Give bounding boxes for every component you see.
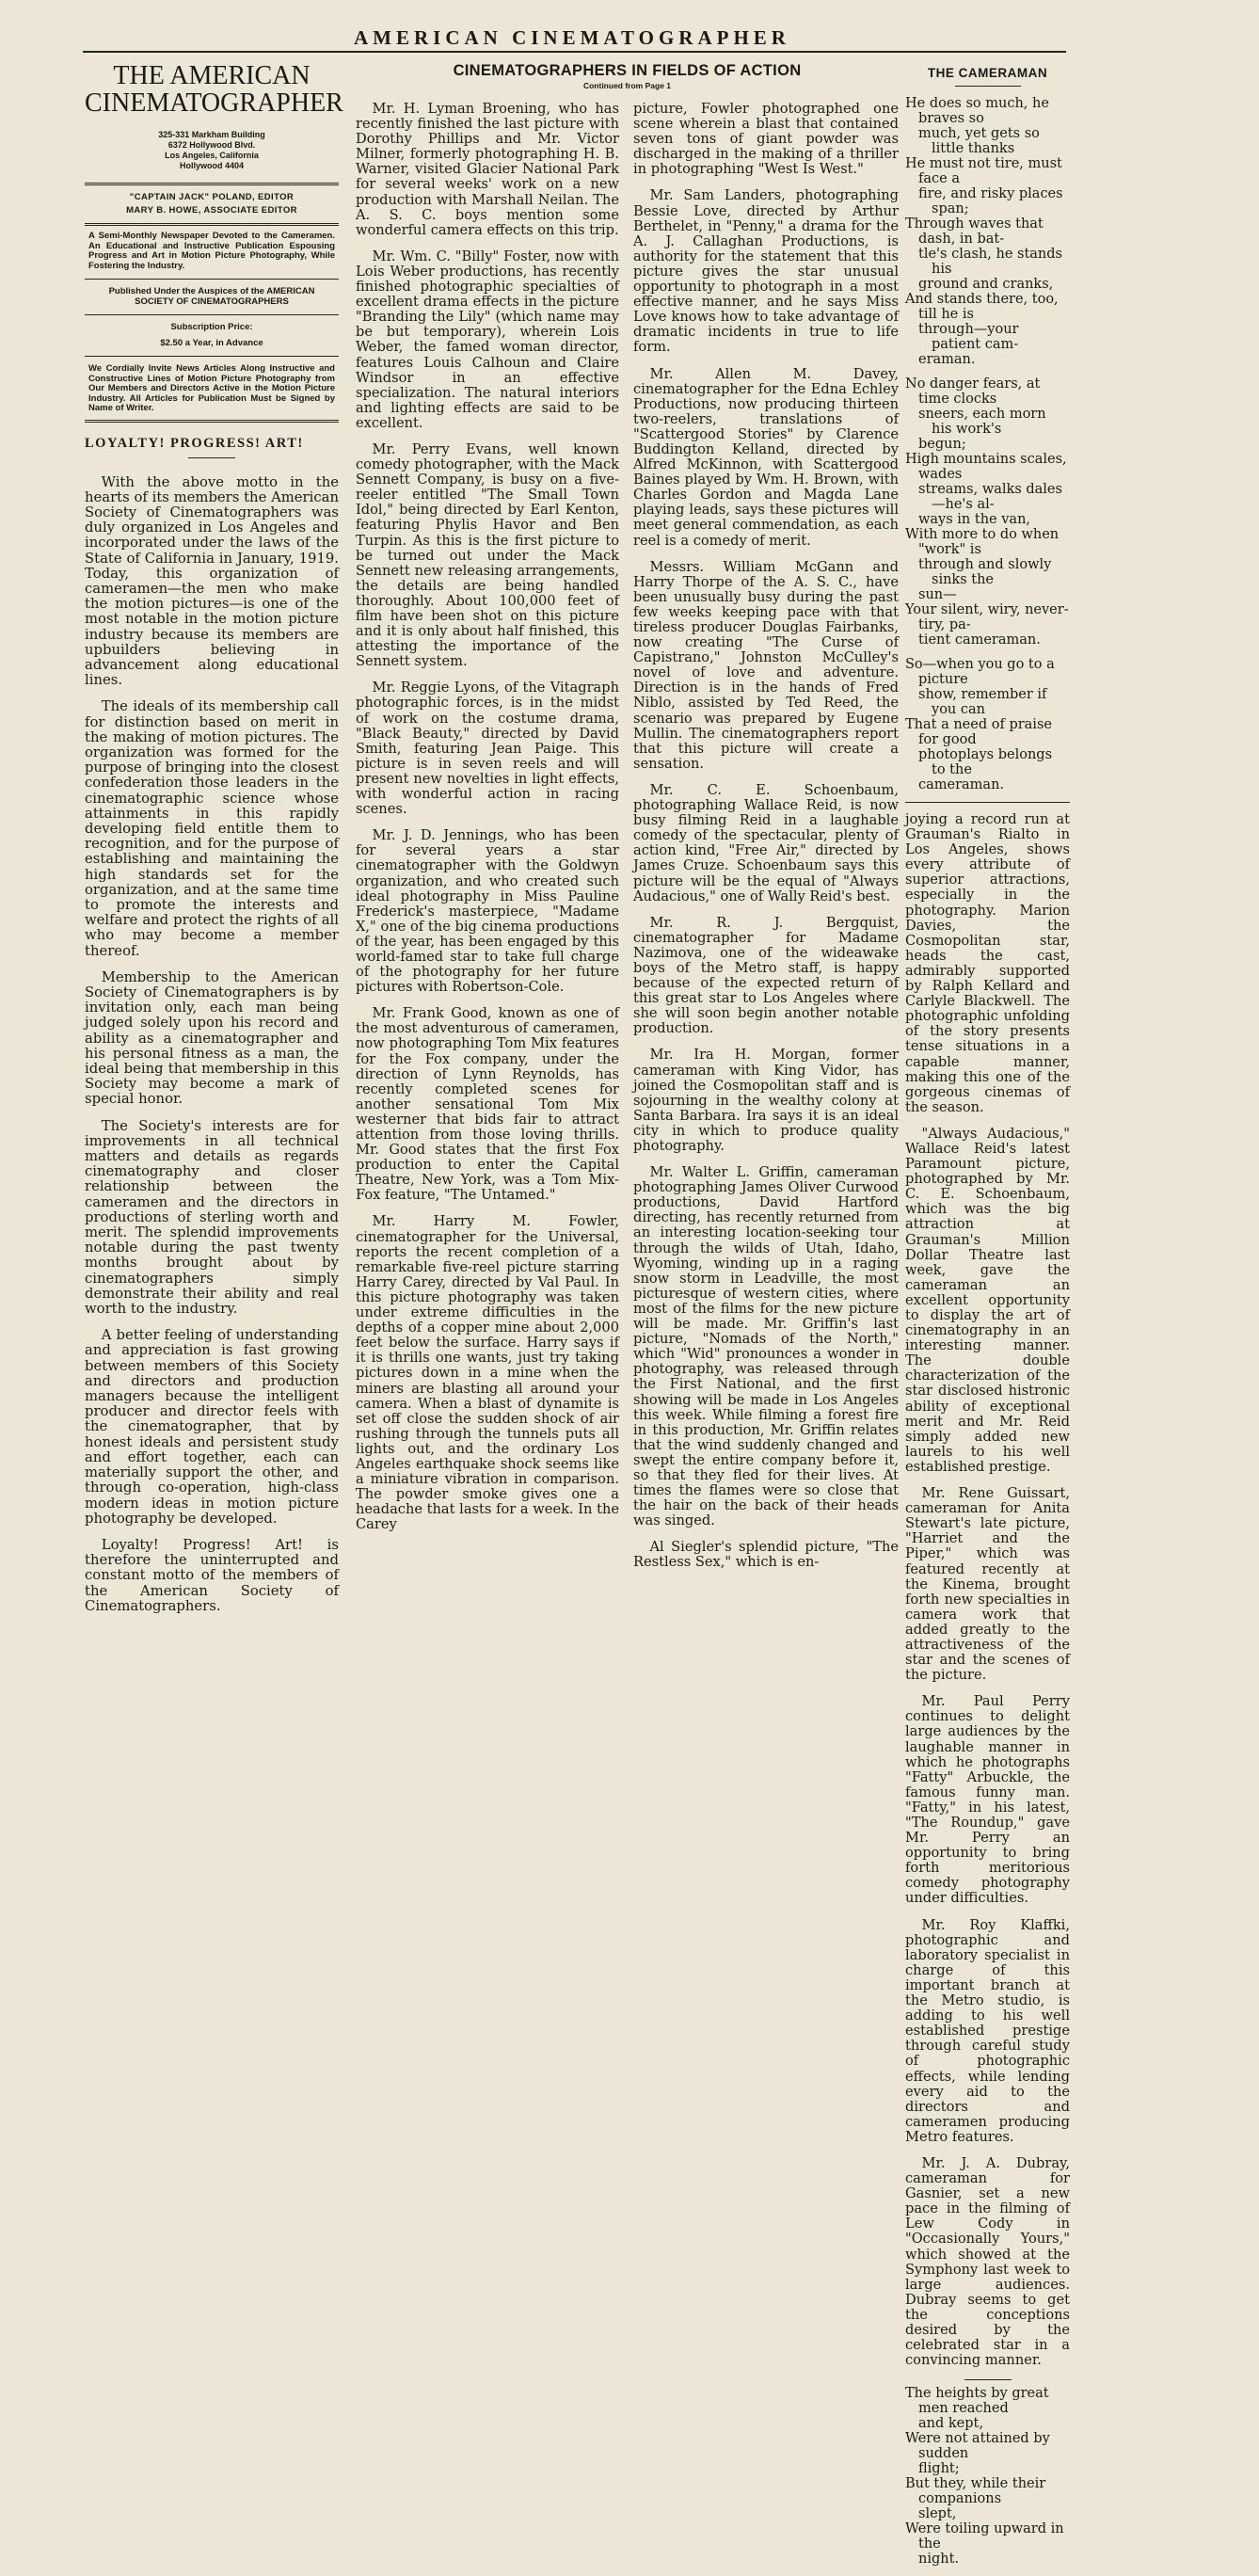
poem-line: sneers, each morn his work's	[918, 407, 1046, 437]
invite-note: We Cordially Invite News Articles Along Instructive and Constructive Lines of Motion Picture Photography from Our Members and Directors Active in the Motion Picture Industry. All Articles for Publication Must be Signed by Name of Writer.	[88, 363, 335, 413]
poem-line: fire, and risky places span;	[918, 186, 1063, 216]
poem-line: sun—	[918, 587, 957, 602]
poem-line: High mountains scales, wades	[905, 452, 1067, 482]
article-paragraph: With the above motto in the hearts of its members the American Society of Cinematographers was duly organized in Los Angeles and incorporated under the laws of the State of California in January, 1919. Today, this organization of cameramen—the men who make the motion pictures—is one of the most notable in the motion picture industry because its members are upbuilders believing in advancement along educational lines.	[85, 473, 339, 689]
divider	[85, 223, 339, 226]
short-rule	[964, 2379, 1012, 2380]
divider	[85, 420, 339, 423]
associate-editor: MARY B. HOWE, ASSOCIATE EDITOR	[126, 205, 297, 216]
poem-line: But they, while their companions	[905, 2476, 1046, 2507]
poem-line: Were not attained by sudden	[905, 2431, 1050, 2462]
poem-stanza	[905, 96, 1070, 367]
poem-line: The heights by great men reached	[905, 2386, 1049, 2417]
poem-line: No danger fears, at time clocks	[905, 376, 1041, 407]
poem-line: tient cameraman.	[918, 632, 1041, 648]
news-paragraph: Mr. J. D. Jennings, who has been for several years a star cinematographer with the Goldwyn organization, and who created such ideal photography in Miss Pauline Frederick's masterpiece, "Madame X," one of the big cinema productions of the year, has been engaged by this world-famed star to take full charge of the photography for her future pictures with Robertson-Cole.	[356, 827, 619, 996]
poem-line: slept,	[918, 2506, 957, 2522]
editorial-column	[85, 58, 343, 1625]
news-paragraph: Mr. H. Lyman Broening, who has recently finished the last picture with Dorothy Phillips and Mr. Victor Milner, formerly photographing H. B. Warner, visited Glacier National Park for several weeks' work on a new production with Marshall Neilan. The A. S. C. boys mention some wonderful camera effects on this trip.	[356, 101, 619, 238]
poem-line: streams, walks dales—he's al-	[918, 482, 1062, 512]
paper-title: THE AMERICAN CINEMATOGRAPHER	[85, 61, 343, 118]
short-rule	[955, 86, 1021, 87]
news-paragraph: Mr. Ira H. Morgan, former cameraman with King Vidor, has joined the Cosmopolitan staff and is sojourning in the wealthy colony at Santa Barbara. Ira says it is an ideal city in which to produce quality photography.	[633, 1047, 899, 1154]
article-paragraph: Membership to the American Society of Cinematographers is by invitation only, each man being judged solely upon his record and ability as a cinematographer and his personal fitness as a man, the ideal being that membership in this Society may become a mark of special honor.	[85, 968, 339, 1108]
cameraman-column	[905, 58, 1070, 2576]
news-paragraph: Mr. Rene Guissart, cameraman for Anita Stewart's late picture, "Harriet and the Piper," which was featured recently at the Kinema, brought forth new specialties in camera work that added greatly to the attractiveness of the star and the scenes of the picture.	[905, 1485, 1070, 1684]
poem-line: show, remember if you can	[918, 687, 1047, 717]
news-paragraph: Mr. Walter L. Griffin, cameraman photographing James Oliver Curwood productions, David Hartford directing, has recently returned from an interesting location-seeking tour through the wilds of Utah, Idaho, Wyoming, winding up in a raging snow storm in Leadville, the most picturesque of western cities, where most of the films for the new picture will be made. Mr. Griffin's last picture, "Nomads of the North," which "Wid" pronounces a wonder in photography, was released through the First National, and the first showing will be made in Los Angeles this week. While filming a forest fire in this production, Mr. Griffin relates that the wind suddenly changed and swept the entire company before it, so that they fled for their lives. At times the flames were so close that the hair on the back of their heads was singed.	[633, 1164, 899, 1529]
news-paragraph: Mr. Allen M. Davey, cinematographer for the Edna Echley Productions, now producing thirteen two-reelers, translations of "Scattergood Stories" by Clarence Buddington Kelland, directed by Alfred McKinnon, with Scattergood Baines played by Wm. H. Brown, with Charles Gordon and Magda Lane playing leads, says these pictures will meet general commendation, as each reel is a comedy of merit.	[633, 365, 899, 549]
news-paragraph: Mr. Sam Landers, photographing Bessie Love, directed by Arthur Berthelet, in "Penny," a drama for the A. J. Callaghan Productions, is authority for the statement that this picture gives the star unusual opportunity to photograph in a most effective manner, and he says Miss Love knows how to take advantage of dramatic incidents in true to life form.	[633, 187, 899, 356]
poem-line: through and slowly sinks the	[918, 557, 1052, 587]
poem-line: He does so much, he braves so	[905, 96, 1049, 126]
news-paragraph: Mr. Frank Good, known as one of the most adventurous of cameramen, now photographing Tom Mix features for the Fox company, under the direction of Lynn Reynolds, has recently completed scenes for another sensational Tom Mix westerner that bids fair to attract attention from those loving thrills. Mr. Good states that the first Fox production to enter the Capital Theatre, New York, was a Tom Mix-Fox feature, "The Untamed."	[356, 1005, 619, 1204]
cameraman-heading: THE CAMERAMAN	[927, 66, 1048, 80]
poem-line: ways in the van,	[918, 512, 1031, 527]
poem-line: ground and cranks,	[918, 277, 1054, 292]
divider	[85, 356, 339, 357]
poem-line: eraman.	[918, 352, 976, 367]
poem-line: flight;	[918, 2461, 960, 2477]
article-paragraph: Loyalty! Progress! Art! is therefore the uninterrupted and constant motto of the members of the American Society of Cinematographers.	[85, 1536, 339, 1614]
poem-line: He must not tire, must face a	[905, 156, 1062, 186]
closing-poem	[905, 2386, 1070, 2567]
divider	[85, 279, 339, 280]
poem-line: photoplays belongs to the	[918, 747, 1053, 777]
editor: "CAPTAIN JACK" POLAND, EDITOR	[129, 192, 295, 202]
poem-line: So—when you go to a picture	[905, 657, 1055, 687]
poem-line: much, yet gets so little thanks	[918, 126, 1040, 156]
poem-line: Through waves that dash, in bat-	[905, 216, 1044, 247]
divider	[85, 314, 339, 315]
news-paragraph: "Always Audacious," Wallace Reid's latest Paramount picture, photographed by Mr. C. E. Schoenbaum, which was the big attraction at Grauman's Million Dollar Theatre last week, gave the cameraman an excellent opportunity to display the art of cinematography in an interesting manner. The double characterization of the star disclosed histronic ability of exceptional merit and Mr. Reid simply added new laurels to his well established prestige.	[905, 1125, 1070, 1475]
poem-line: Were toiling upward in the	[905, 2521, 1064, 2552]
poem-stanza	[905, 657, 1070, 792]
poem-line: That a need of praise for good	[905, 717, 1052, 747]
news-paragraph: Messrs. William McGann and Harry Thorpe of the A. S. C., have been unusually busy during the past few weeks keeping pace with that tireless producer Douglas Fairbanks, now creating "The Curse of Capistrano," Johnston McCulley's novel of love and adventure. Direction is in the hands of Fred Niblo, assisted by Ted Reed, the scenario was prepared by Eugene Mullin. The cinematographers report that this picture will create a sensation.	[633, 558, 899, 772]
news-paragraph: Mr. Wm. C. "Billy" Foster, now with Lois Weber productions, has recently finished photographic specialties of excellent drama effects in the picture "Branding the Lily" (which name may be but temporary), wherein Lois Weber, the famed woman director, features Louis Calhoun and Claire Windsor in an effective specialization. The natural interiors and lighting effects are said to be excellent.	[356, 248, 619, 431]
news-paragraph: Mr. R. J. Bergquist, cinematographer for Madame Nazimova, one of the wideawake boys of the Metro staff, is happy because of the expected return of this great star to Los Angeles where she will soon begin another notable production.	[633, 914, 899, 1037]
auspices: Published Under the Auspices of the AMERICAN SOCIETY OF CINEMATOGRAPHERS	[108, 286, 315, 307]
news-paragraph: Mr. J. A. Dubray, cameraman for Gasnier, set a new pace in the filming of Lew Cody in "Occasionally Yours," which showed at the Symphony last week to large audiences. Dubray seems to get the conceptions desired by the celebrated star in a convincing manner.	[905, 2154, 1070, 2369]
short-rule	[188, 457, 235, 458]
divider	[905, 802, 1070, 803]
news-paragraph: Mr. C. E. Schoenbaum, photographing Wallace Reid, is now busy filming Reid in a laughable comedy of the spectacular, plenty of action kind, "Free Air," directed by James Cruze. Schoenbaum says this picture will be the equal of "Always Audacious," one of Wally Reid's best.	[633, 781, 899, 904]
news-paragraph: Mr. Reggie Lyons, of the Vitagraph photographic forces, is in the midst of work on the costume drama, "Black Beauty," directed by David Smith, featuring Jean Paige. This picture is in seven reels and will present new novelties in light effects, with wonderful action in racing scenes.	[356, 680, 619, 818]
article-paragraph: The ideals of its membership call for distinction based on merit in the making of motion pictures. The organization was formed for the purpose of bringing into the closest confederation those leaders in the cinematographic science whose attainments in this rapidly developing field entitle them to recognition, and for the purpose of establishing and maintaining the high standards set for the organization, and at the same time to promote the interests and welfare and protect the rights of all who may become a member thereof.	[85, 698, 339, 959]
poem-line: tle's clash, he stands his	[918, 247, 1062, 277]
fields-heading: CINEMATOGRAPHERS IN FIELDS OF ACTION	[453, 62, 802, 79]
masthead: AMERICAN CINEMATOGRAPHER	[354, 26, 790, 49]
fields-heading-block	[356, 62, 899, 90]
news-paragraph: Al Siegler's splendid picture, "The Restless Sex," which is en-	[633, 1539, 899, 1571]
news-paragraph: joying a record run at Grauman's Rialto in Los Angeles, shows every attribute of superior attractions, especially in the photography. Marion Davies, the Cosmopolitan star, heads the cast, admirably supported by Ralph Kellard and Carlyle Blackwell. The photographic unfolding of the story presents tense situations in a capable manner, making this one of the gorgeous cinemas of the season.	[905, 811, 1070, 1115]
address: 325-331 Markham Building 6372 Hollywood Blvd. Los Angeles, California Hollywood 4404	[158, 130, 265, 170]
article-paragraph: The Society's interests are for improvements in all technical matters and details as regards cinematography and closer relationship between the cameramen and the directors in productions of sterling worth and merit. The splendid improvements notable during the past twenty months brought about by cinematographers simply demonstrate their ability and real worth to the industry.	[85, 1117, 339, 1318]
fields-column-2	[633, 102, 899, 1582]
masthead-rule	[83, 51, 1066, 53]
news-paragraph: Mr. Harry M. Fowler, cinematographer for the Universal, reports the recent completion of a remarkable five-reel picture starring Harry Carey, directed by Val Paul. In this picture photography was taken under extreme difficulties in the depths of a copper mine about 2,000 feet below the surface. Harry says if it is thrills one wants, just try taking pictures down in a mine when the miners are blasting all around your camera. When a blast of dynamite is set off close the sudden shock of air rushing through the tunnels puts all lights out, and the ordinary Los Angeles earthquake shock seems like a miniature vibration in comparison. The powder smoke gives one a headache that lasts for a week. In the Carey	[356, 1213, 619, 1533]
subscription-price: $2.50 a Year, in Advance	[160, 337, 263, 348]
news-paragraph: Mr. Paul Perry continues to delight large audiences by the laughable manner in which he photographs "Fatty" Arbuckle, the famous funny man. "Fatty," in his latest, "The Roundup," gave Mr. Perry an opportunity to bring forth meritorious comedy photography under difficulties.	[905, 1693, 1070, 1907]
poem-line: cameraman.	[918, 777, 1005, 792]
motto-heading: LOYALTY! PROGRESS! ART!	[85, 435, 304, 451]
article-paragraph: A better feeling of understanding and appreciation is fast growing between members of this Society and directors and production managers because the intelligent producer and director feels with the cinematographer, that by honest ideals and persistent study and effort together, each can materially support the other, and through co-operation, high-class modern ideas in motion picture photography be developed.	[85, 1327, 339, 1527]
poem-line: through—your patient cam-	[918, 322, 1019, 352]
news-paragraph: Mr. Perry Evans, well known comedy photographer, with the Mack Sennett Company, is busy on a five-reeler entitled "The Small Town Idol," being directed by Earl Kenton, featuring Phylis Havor and Ben Turpin. As this is the first picture to be turned out under the Mack Sennett new releasing arrangements, the details are being handled thoroughly. About 100,000 feet of film have been shot on this picture and it is only about half finished, this attesting the importance of the Sennett system.	[356, 440, 619, 670]
subscription-label: Subscription Price:	[170, 322, 253, 332]
poem-line: begun;	[918, 437, 966, 452]
poem-line: And stands there, too, till he is	[905, 292, 1059, 322]
news-paragraph: picture, Fowler photographed one scene wherein a blast that contained seven tons of giant powder was discharged in the making of a thriller in photographing "West Is West."	[633, 101, 899, 178]
poem-stanza	[905, 376, 1070, 648]
poem-line: Your silent, wiry, never-tiry, pa-	[905, 602, 1069, 632]
poem-line: and kept,	[918, 2416, 983, 2432]
news-paragraph: Mr. Roy Klaffki, photographic and laboratory specialist in charge of this important branch at the Metro studio, is adding to his well established prestige through careful study of photographic effects, while lending every aid to the directors and cameramen producing Metro features.	[905, 1916, 1070, 2145]
poem-line: With more to do when "work" is	[905, 527, 1060, 557]
fields-column-1	[356, 102, 619, 1544]
description: A Semi-Monthly Newspaper Devoted to the Cameramen. An Educational and Instructive Publication Espousing Progress and Art in Motion Picture Photography, While Fostering the Industry.	[88, 231, 335, 271]
poem-line: night.	[918, 2552, 960, 2568]
editorial-box	[85, 130, 339, 423]
continued-note: Continued from Page 1	[582, 81, 672, 90]
divider	[85, 183, 339, 185]
